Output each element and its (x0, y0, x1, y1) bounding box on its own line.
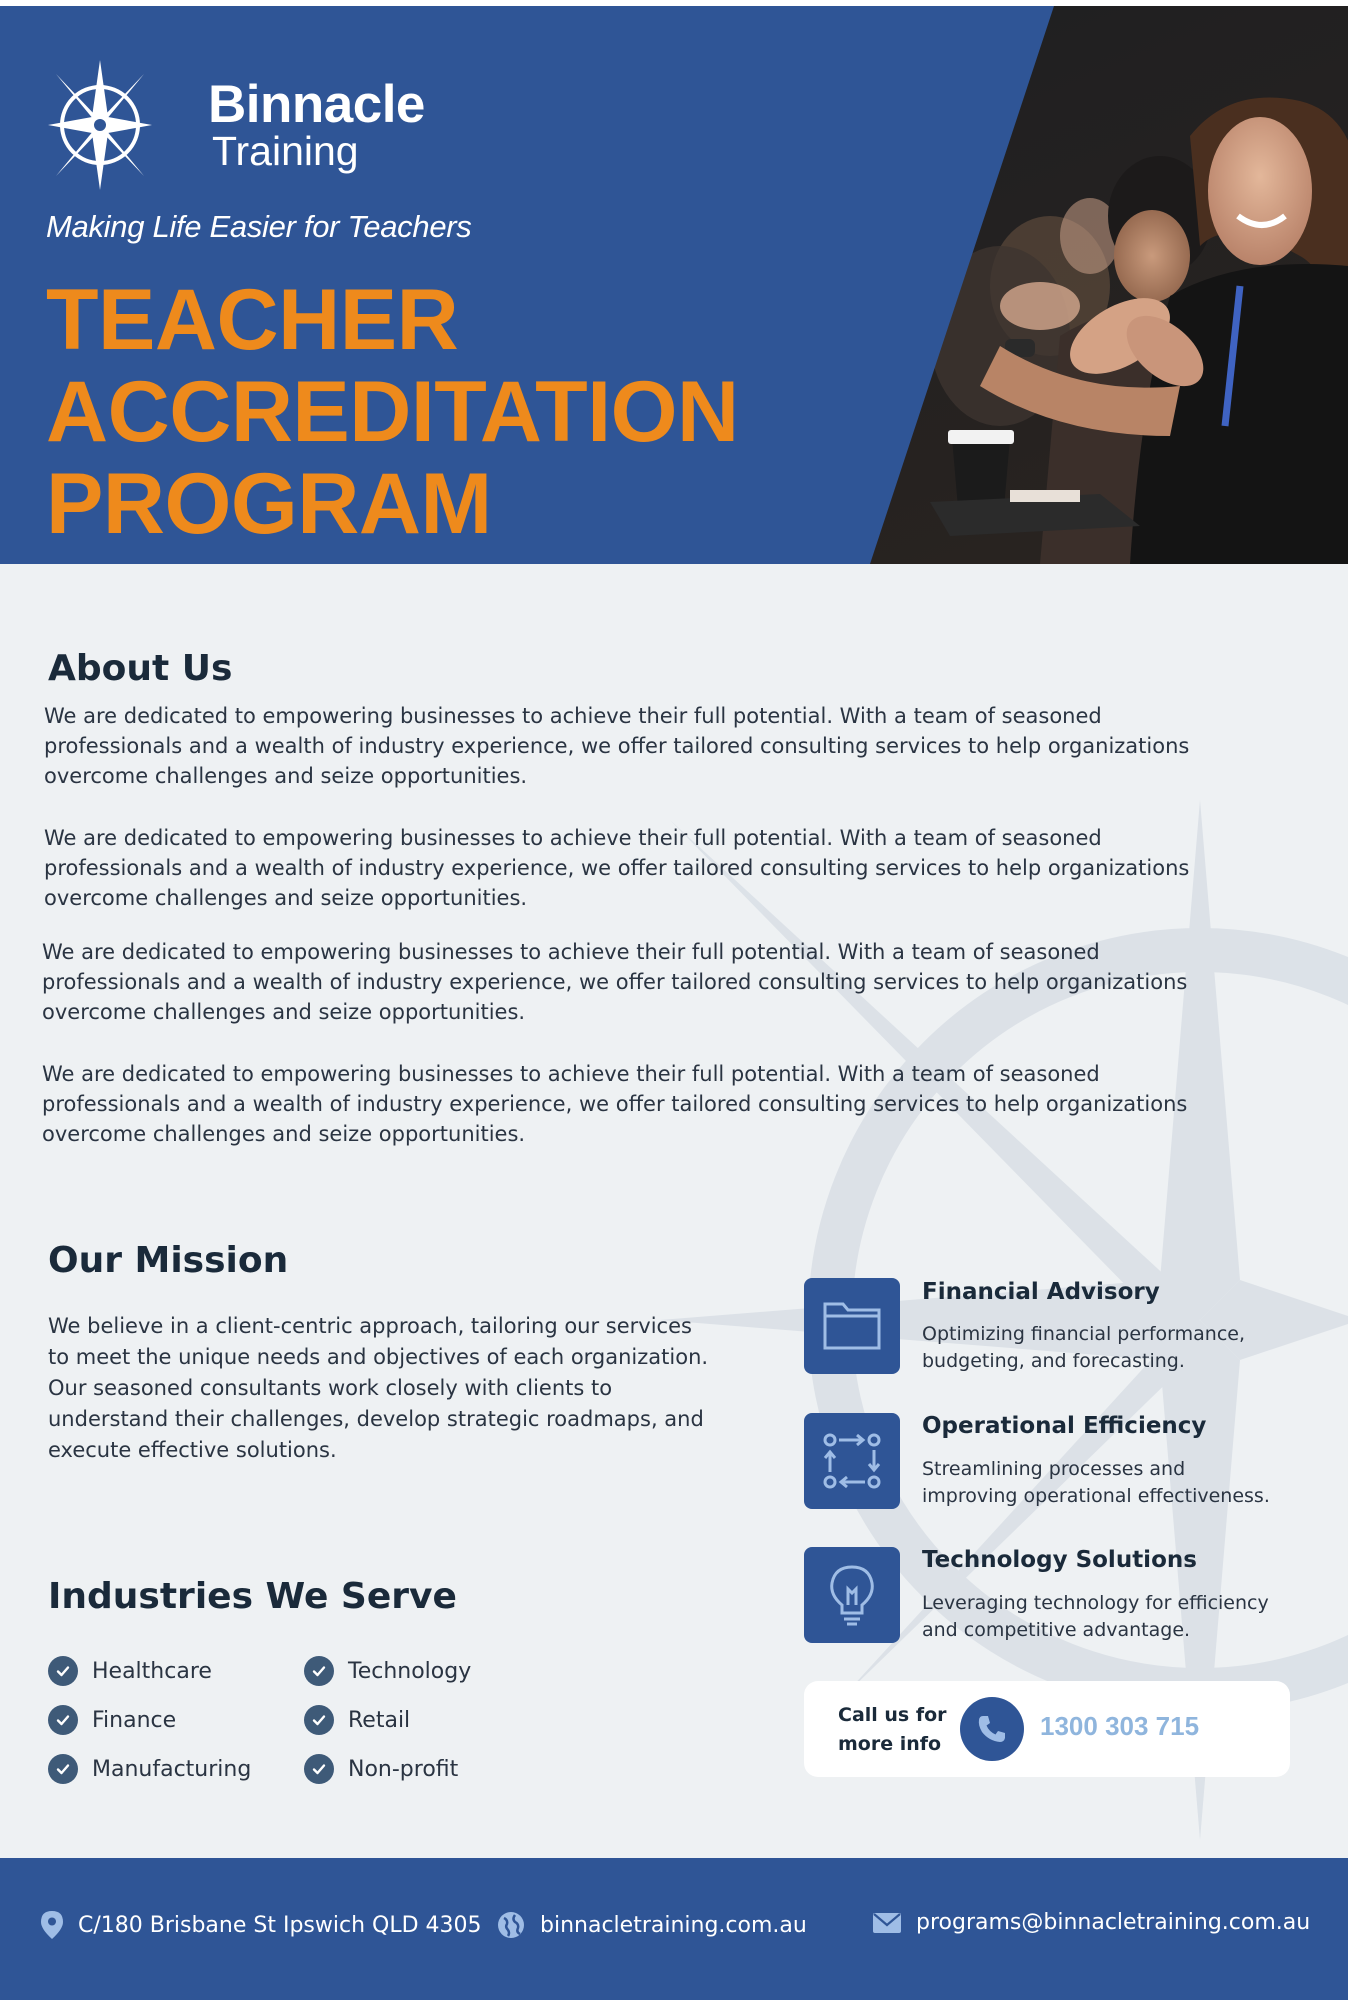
service-title: Financial Advisory (922, 1279, 1160, 1305)
mission-paragraph (48, 1311, 748, 1466)
paragraph-line: professionals and a wealth of industry experience, we offer tailored consulting services to help organizations (44, 734, 1190, 758)
description-line: Leveraging technology for efficiency (922, 1592, 1269, 1614)
lightbulb-icon (804, 1547, 900, 1643)
service-title: Technology Solutions (922, 1547, 1197, 1573)
service-description (922, 1590, 1302, 1644)
check-circle-icon (48, 1656, 78, 1686)
paragraph-line: Our seasoned consultants work closely with clients to (48, 1376, 613, 1400)
call-label (838, 1701, 968, 1759)
industry-item (304, 1705, 410, 1735)
industry-label: Non-profit (348, 1756, 459, 1782)
email-link[interactable]: programs@binnacletraining.com.au (916, 1910, 1311, 1935)
about-heading: About Us (48, 648, 233, 689)
paragraph-line: overcome challenges and seize opportunities. (44, 886, 528, 910)
address-text: C/180 Brisbane St Ipswich QLD 4305 (78, 1912, 482, 1938)
about-paragraph (44, 701, 1244, 791)
title-line: ACCREDITATION (46, 364, 739, 460)
check-circle-icon (304, 1705, 334, 1735)
paragraph-line: We believe in a client-centric approach, tailoring our services (48, 1314, 692, 1338)
paragraph-line: We are dedicated to empowering businesses to achieve their full potential. With a team of seasoned (42, 1062, 1100, 1086)
check-circle-icon (48, 1705, 78, 1735)
service-description (922, 1321, 1302, 1375)
description-line: improving operational effectiveness. (922, 1485, 1270, 1507)
footer (0, 1858, 1348, 2000)
description-line: Streamlining processes and (922, 1458, 1186, 1480)
check-circle-icon (304, 1656, 334, 1686)
paragraph-line: overcome challenges and seize opportunities. (42, 1000, 526, 1024)
map-pin-icon (40, 1910, 64, 1940)
industry-label: Finance (92, 1707, 177, 1733)
workflow-icon (804, 1413, 900, 1509)
footer-website[interactable] (496, 1910, 807, 1940)
paragraph-line: overcome challenges and seize opportunities. (42, 1122, 526, 1146)
folder-icon (804, 1278, 900, 1374)
industry-label: Manufacturing (92, 1756, 252, 1782)
industry-label: Technology (348, 1658, 472, 1684)
industry-label: Retail (348, 1707, 411, 1733)
phone-icon[interactable] (960, 1697, 1024, 1761)
check-circle-icon (304, 1754, 334, 1784)
brand-tagline: Making Life Easier for Teachers (46, 209, 472, 244)
paragraph-line: We are dedicated to empowering businesses to achieve their full potential. With a team of seasoned (42, 940, 1100, 964)
call-us-box[interactable] (804, 1681, 1290, 1777)
phone-number[interactable]: 1300 303 715 (1040, 1711, 1200, 1741)
website-link[interactable]: binnacletraining.com.au (540, 1912, 807, 1938)
footer-address (40, 1910, 482, 1940)
paragraph-line: We are dedicated to empowering businesses to achieve their full potential. With a team of seasoned (44, 826, 1102, 850)
industry-item (304, 1656, 471, 1686)
paragraph-line: professionals and a wealth of industry experience, we offer tailored consulting services to help organizations (44, 856, 1190, 880)
industry-item (48, 1656, 212, 1686)
footer-email[interactable] (872, 1910, 1310, 1935)
mission-heading: Our Mission (48, 1240, 289, 1281)
paragraph-line: overcome challenges and seize opportunities. (44, 764, 528, 788)
title-line: PROGRAM (46, 456, 492, 552)
description-line: Optimizing financial performance, (922, 1323, 1246, 1345)
program-title (46, 274, 739, 550)
about-paragraph (42, 937, 1242, 1027)
call-label-line: Call us for (838, 1704, 947, 1726)
industry-item (304, 1754, 458, 1784)
call-label-line: more info (838, 1733, 942, 1755)
paragraph-line: professionals and a wealth of industry experience, we offer tailored consulting services to help organizations (42, 1092, 1188, 1116)
envelope-icon (872, 1912, 902, 1934)
industry-label: Healthcare (92, 1658, 212, 1684)
brand-name: Binnacle (208, 75, 425, 134)
binnacle-compass-logo (44, 52, 156, 198)
paragraph-line: execute effective solutions. (48, 1438, 337, 1462)
industry-item (48, 1754, 251, 1784)
check-circle-icon (48, 1754, 78, 1784)
service-description (922, 1456, 1302, 1510)
industry-item (48, 1705, 176, 1735)
description-line: budgeting, and forecasting. (922, 1350, 1185, 1372)
globe-icon (496, 1910, 526, 1940)
about-paragraph (42, 1059, 1242, 1149)
industries-heading: Industries We Serve (48, 1576, 457, 1617)
hero-banner (0, 6, 1348, 564)
paragraph-line: professionals and a wealth of industry experience, we offer tailored consulting services to help organizations (42, 970, 1188, 994)
paragraph-line: understand their challenges, develop strategic roadmaps, and (48, 1407, 704, 1431)
brand-subtitle: Training (212, 128, 359, 174)
title-line: TEACHER (46, 272, 459, 368)
description-line: and competitive advantage. (922, 1619, 1191, 1641)
paragraph-line: to meet the unique needs and objectives of each organization. (48, 1345, 709, 1369)
about-paragraph (44, 823, 1244, 913)
service-title: Operational Efficiency (922, 1413, 1207, 1439)
paragraph-line: We are dedicated to empowering businesses to achieve their full potential. With a team of seasoned (44, 704, 1102, 728)
